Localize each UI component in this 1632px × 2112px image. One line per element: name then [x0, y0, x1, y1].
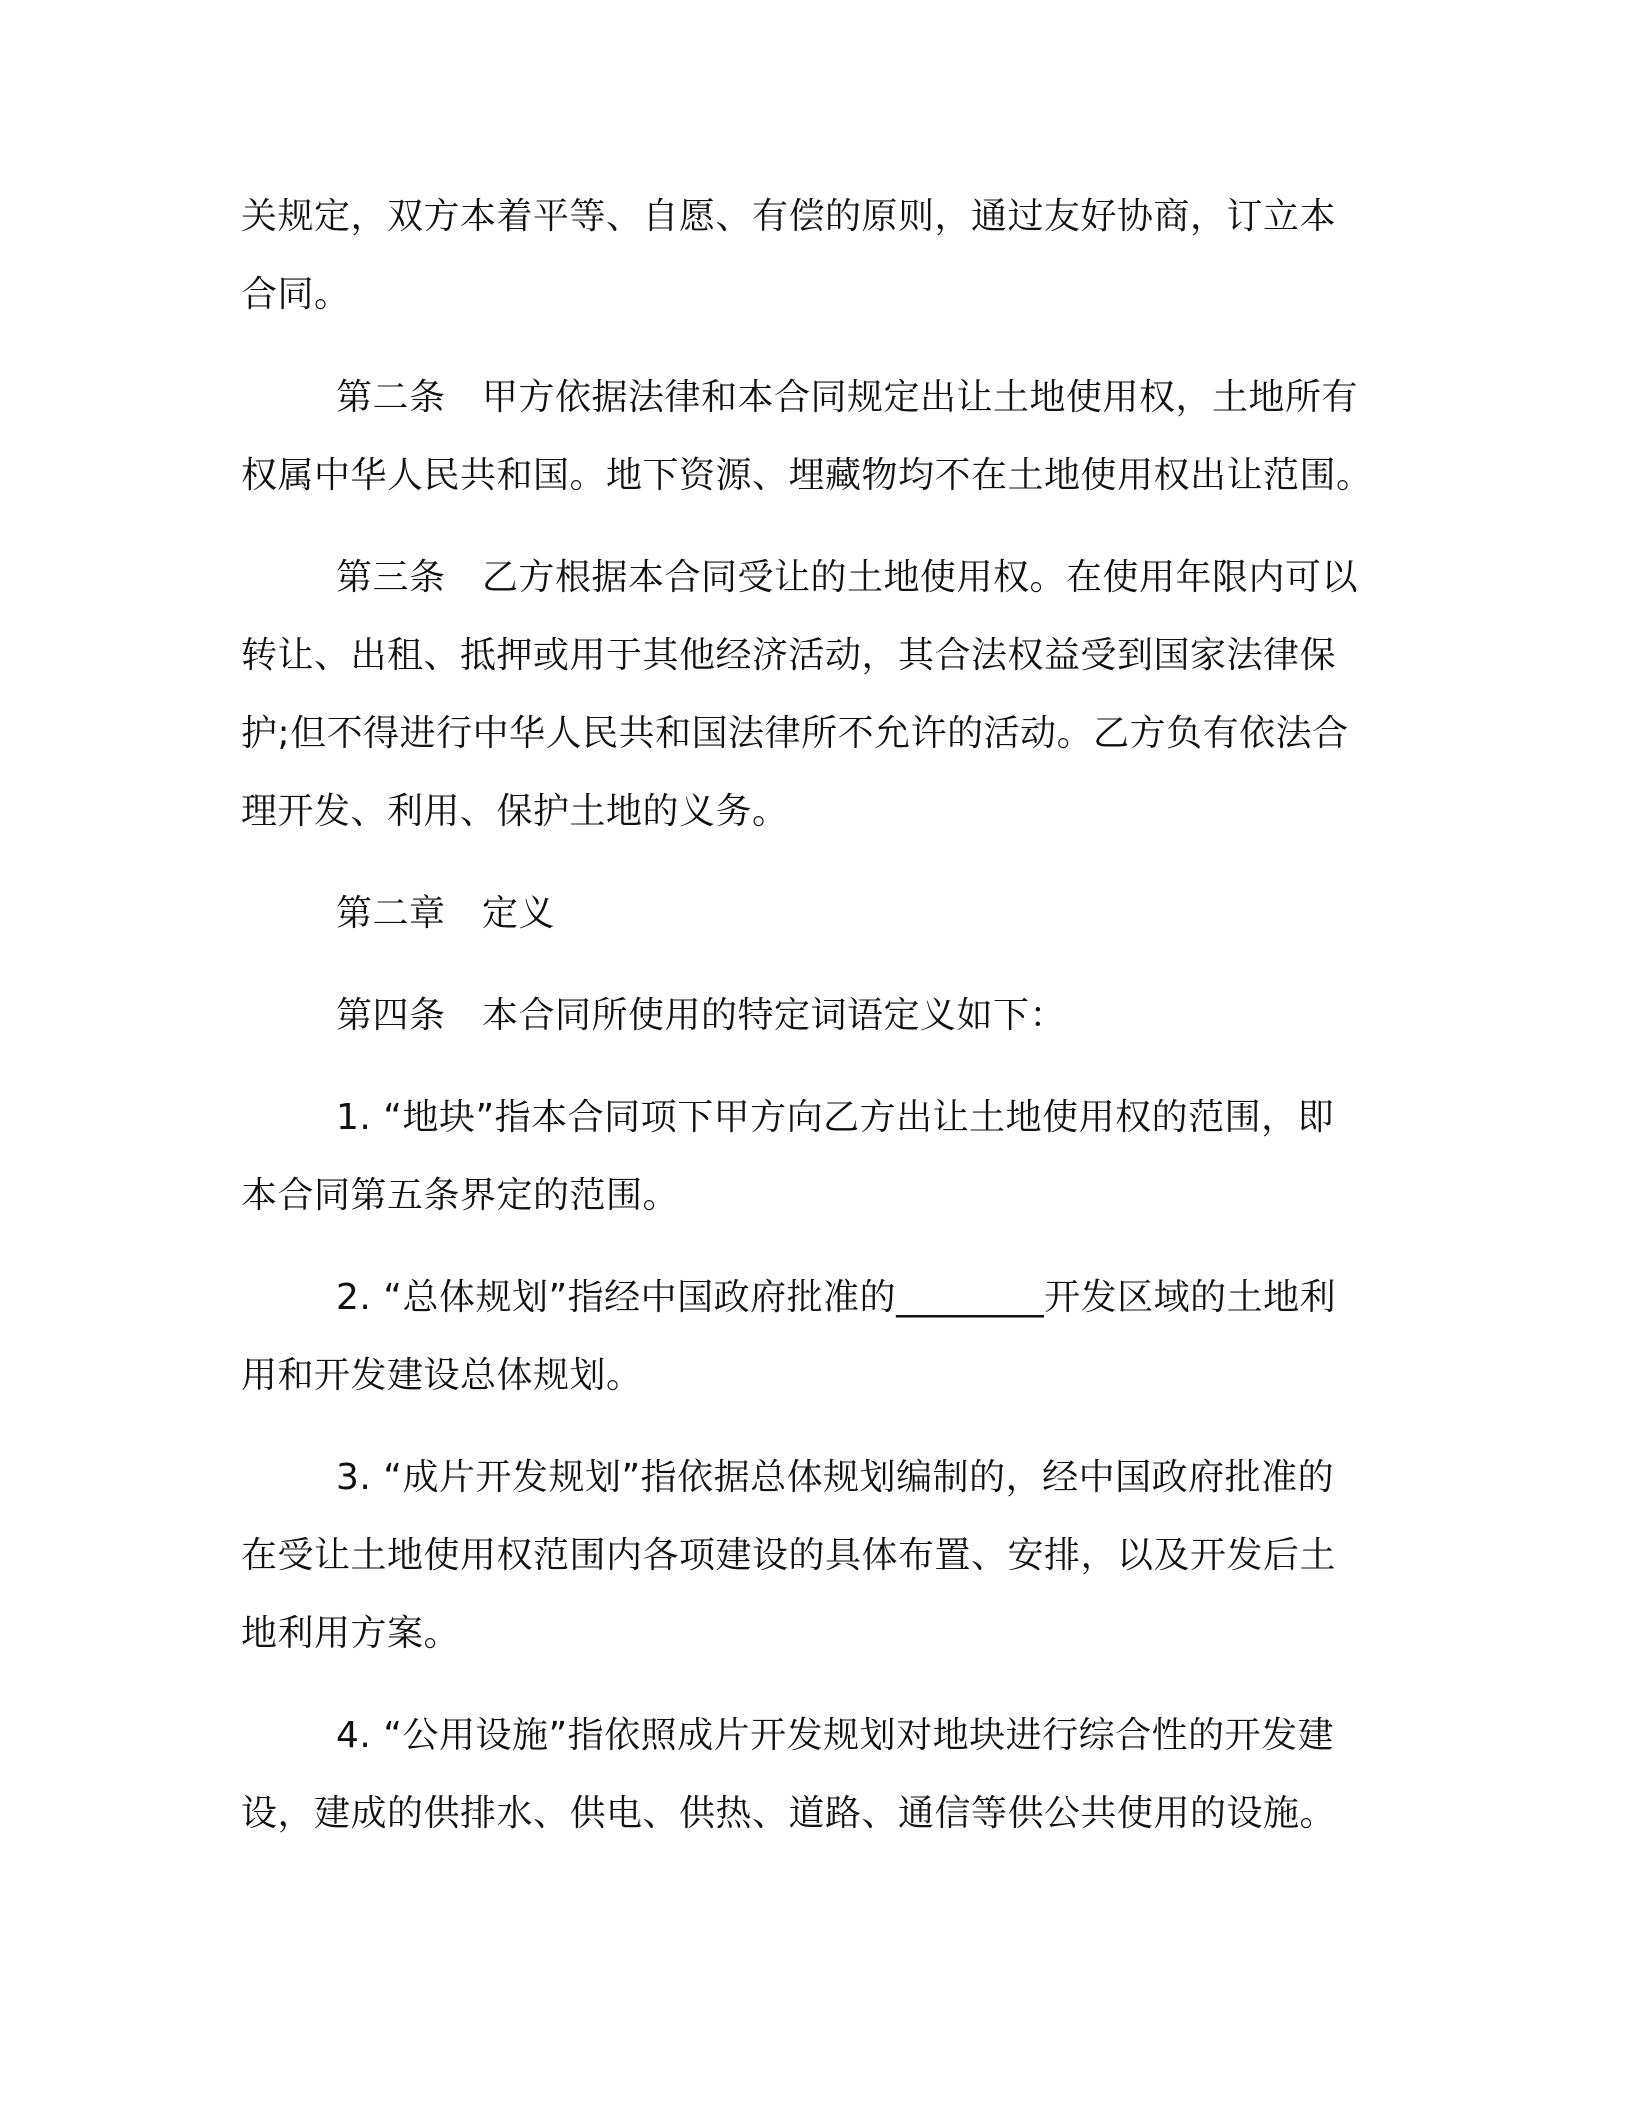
definition-2-line: 2. “总体规划”指经中国政府批准的________开发区域的土地利 [336, 1277, 1337, 1318]
article-4-line: 第四条 本合同所使用的特定词语定义如下： [336, 995, 1067, 1036]
text-line: 权属中华人民共和国。地下资源、埋藏物均不在土地使用权出让范围。 [241, 455, 1373, 496]
text-line: 关规定，双方本着平等、自愿、有偿的原则，通过友好协商，订立本 [241, 196, 1337, 237]
text-line: 设，建成的供排水、供电、供热、道路、通信等供公共使用的设施。 [241, 1793, 1337, 1834]
text-line: 本合同第五条界定的范围。 [241, 1175, 680, 1216]
definition-4-line: 4. “公用设施”指依照成片开发规划对地块进行综合性的开发建 [336, 1715, 1335, 1756]
text-line: 地利用方案。 [241, 1613, 461, 1654]
text-line: 护;但不得进行中华人民共和国法律所不允许的活动。乙方负有依法合 [241, 713, 1349, 754]
text-line: 转让、出租、抵押或用于其他经济活动，其合法权益受到国家法律保 [241, 635, 1337, 676]
text-line: 理开发、利用、保护土地的义务。 [241, 791, 789, 832]
text-line: 用和开发建设总体规划。 [241, 1355, 643, 1396]
text-line: 合同。 [241, 274, 351, 315]
chapter-heading: 第二章 定义 [336, 893, 556, 934]
definition-3-line: 3. “成片开发规划”指依据总体规划编制的，经中国政府批准的 [336, 1457, 1335, 1498]
definition-1-line: 1. “地块”指本合同项下甲方向乙方出让土地使用权的范围，即 [336, 1097, 1335, 1138]
article-2-line: 第二条 甲方依据法律和本合同规定出让土地使用权，土地所有 [336, 377, 1359, 418]
text-line: 在受让土地使用权范围内各项建设的具体布置、安排，以及开发后土 [241, 1535, 1337, 1576]
article-3-line: 第三条 乙方根据本合同受让的土地使用权。在使用年限内可以 [336, 557, 1359, 598]
